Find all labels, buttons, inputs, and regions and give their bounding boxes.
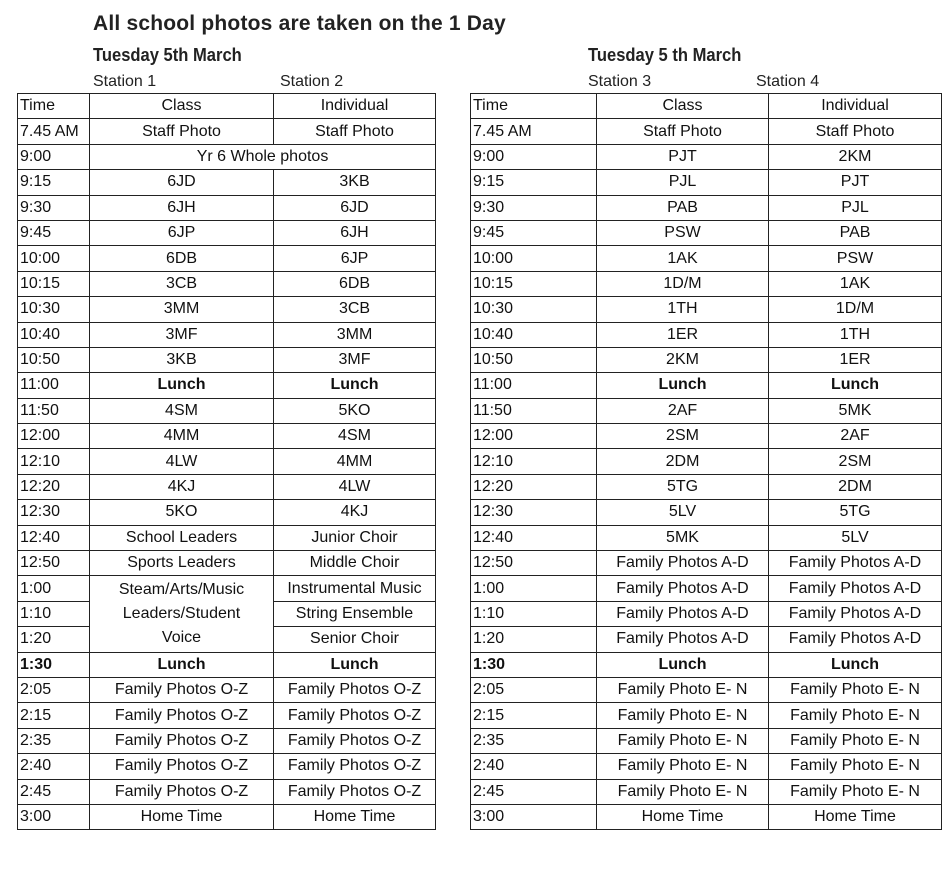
time-cell: 2:05 — [18, 677, 90, 702]
class-cell: 3MM — [90, 297, 274, 322]
individual-cell: 3KB — [274, 170, 436, 195]
table-row — [471, 297, 942, 322]
individual-cell: Family Photos A-D — [769, 551, 942, 576]
time-cell: 11:50 — [471, 398, 597, 423]
time-cell: 9:30 — [471, 195, 597, 220]
time-cell: 9:15 — [18, 170, 90, 195]
class-cell: Family Photo E- N — [597, 779, 769, 804]
time-cell: 1:30 — [18, 652, 90, 677]
time-cell: 2:35 — [471, 728, 597, 753]
table-row — [471, 525, 942, 550]
time-cell: 1:00 — [18, 576, 90, 601]
page-title: All school photos are taken on the 1 Day — [93, 12, 506, 35]
individual-cell: Family Photos O-Z — [274, 754, 436, 779]
individual-cell: Family Photos A-D — [769, 601, 942, 626]
individual-cell: Home Time — [769, 804, 942, 829]
class-cell: 4MM — [90, 424, 274, 449]
individual-cell: 4SM — [274, 424, 436, 449]
table-row — [18, 347, 436, 372]
table-row — [471, 195, 942, 220]
individual-cell: 5LV — [769, 525, 942, 550]
class-cell: PAB — [597, 195, 769, 220]
time-cell: 2:45 — [18, 779, 90, 804]
time-cell: 7.45 AM — [471, 119, 597, 144]
table-row — [18, 500, 436, 525]
time-cell: 10:40 — [471, 322, 597, 347]
left-date-heading: Tuesday 5th March — [93, 45, 242, 65]
table-row — [471, 170, 942, 195]
class-cell: Home Time — [597, 804, 769, 829]
table-row — [471, 728, 942, 753]
table-row — [18, 474, 436, 499]
class-cell: Family Photo E- N — [597, 677, 769, 702]
individual-cell: 2KM — [769, 144, 942, 169]
class-cell: School Leaders — [90, 525, 274, 550]
individual-cell: PSW — [769, 246, 942, 271]
time-cell: 12:10 — [18, 449, 90, 474]
table-row — [18, 119, 436, 144]
time-cell: 2:15 — [471, 703, 597, 728]
individual-cell: String Ensemble — [274, 601, 436, 626]
individual-cell: PJT — [769, 170, 942, 195]
table-row — [471, 449, 942, 474]
class-cell: Family Photos A-D — [597, 576, 769, 601]
individual-cell: PAB — [769, 220, 942, 245]
time-cell: 12:50 — [18, 551, 90, 576]
schedule-body-left — [18, 94, 436, 830]
time-cell: 12:20 — [471, 474, 597, 499]
individual-cell: 4KJ — [274, 500, 436, 525]
time-cell: 12:40 — [18, 525, 90, 550]
table-row — [471, 754, 942, 779]
table-row — [18, 525, 436, 550]
time-cell: 10:00 — [18, 246, 90, 271]
table-row — [471, 220, 942, 245]
time-cell: 12:30 — [18, 500, 90, 525]
class-cell: 5KO — [90, 500, 274, 525]
class-cell: Family Photos O-Z — [90, 754, 274, 779]
class-cell: 1TH — [597, 297, 769, 322]
class-cell: Staff Photo — [597, 119, 769, 144]
class-cell: Sports Leaders — [90, 551, 274, 576]
table-row — [18, 220, 436, 245]
individual-cell: 5MK — [769, 398, 942, 423]
individual-cell: 3CB — [274, 297, 436, 322]
time-cell: 9:00 — [471, 144, 597, 169]
time-cell: 3:00 — [18, 804, 90, 829]
individual-cell: 6JP — [274, 246, 436, 271]
table-row — [18, 424, 436, 449]
table-row — [471, 601, 942, 626]
table-row — [471, 144, 942, 169]
table-row — [471, 271, 942, 296]
time-cell: 3:00 — [471, 804, 597, 829]
class-cell: Family Photo E- N — [597, 703, 769, 728]
time-cell: 12:00 — [18, 424, 90, 449]
class-cell: Family Photos A-D — [597, 601, 769, 626]
table-row — [471, 474, 942, 499]
class-cell: Family Photo E- N — [597, 754, 769, 779]
time-cell: 1:10 — [471, 601, 597, 626]
class-cell: 1D/M — [597, 271, 769, 296]
time-cell: 10:50 — [471, 347, 597, 372]
table-row — [471, 779, 942, 804]
schedule-table-left — [17, 93, 436, 830]
time-cell: 1:20 — [18, 627, 90, 652]
table-row — [18, 779, 436, 804]
table-row — [471, 576, 942, 601]
individual-cell: 5TG — [769, 500, 942, 525]
table-row — [18, 804, 436, 829]
table-row — [471, 677, 942, 702]
individual-cell: 1TH — [769, 322, 942, 347]
time-cell: 2:35 — [18, 728, 90, 753]
table-row — [18, 703, 436, 728]
time-cell: 11:50 — [18, 398, 90, 423]
individual-cell: 3MF — [274, 347, 436, 372]
class-cell: 2KM — [597, 347, 769, 372]
table-row — [18, 449, 436, 474]
individual-cell: 1D/M — [769, 297, 942, 322]
header-time: Time — [18, 94, 90, 119]
table-row — [18, 398, 436, 423]
individual-cell: Staff Photo — [274, 119, 436, 144]
class-cell: Staff Photo — [90, 119, 274, 144]
time-cell: 10:30 — [18, 297, 90, 322]
individual-cell: Junior Choir — [274, 525, 436, 550]
class-cell: Family Photos A-D — [597, 551, 769, 576]
table-row — [18, 551, 436, 576]
class-cell: 3KB — [90, 347, 274, 372]
individual-cell: Family Photo E- N — [769, 677, 942, 702]
individual-cell: 4MM — [274, 449, 436, 474]
table-row — [471, 500, 942, 525]
class-cell: 4SM — [90, 398, 274, 423]
table-row — [471, 246, 942, 271]
individual-cell: Family Photo E- N — [769, 779, 942, 804]
class-cell: 5MK — [597, 525, 769, 550]
class-cell: 3CB — [90, 271, 274, 296]
individual-cell: Lunch — [274, 652, 436, 677]
class-cell: Family Photos O-Z — [90, 703, 274, 728]
class-cell: Lunch — [597, 373, 769, 398]
header-row — [18, 94, 436, 119]
time-cell: 9:15 — [471, 170, 597, 195]
individual-cell: Family Photos O-Z — [274, 728, 436, 753]
class-cell: Lunch — [90, 652, 274, 677]
time-cell: 10:15 — [471, 271, 597, 296]
class-cell: 5TG — [597, 474, 769, 499]
header-class: Class — [90, 94, 274, 119]
class-cell: 2SM — [597, 424, 769, 449]
schedule-table-right — [470, 93, 942, 830]
right-date-heading: Tuesday 5 th March — [588, 45, 742, 65]
header-individual: Individual — [274, 94, 436, 119]
table-row — [471, 652, 942, 677]
table-row — [18, 728, 436, 753]
table-row — [18, 297, 436, 322]
table-row — [471, 551, 942, 576]
header-time: Time — [471, 94, 597, 119]
individual-cell: Lunch — [769, 652, 942, 677]
schedule-body-right — [471, 94, 942, 830]
time-cell: 12:50 — [471, 551, 597, 576]
time-cell: 9:30 — [18, 195, 90, 220]
table-row — [471, 703, 942, 728]
time-cell: 2:40 — [18, 754, 90, 779]
class-cell: 6JP — [90, 220, 274, 245]
class-cell: 6JH — [90, 195, 274, 220]
table-row — [471, 804, 942, 829]
time-cell: 2:15 — [18, 703, 90, 728]
table-row — [471, 424, 942, 449]
class-cell: Family Photo E- N — [597, 728, 769, 753]
table-row — [471, 373, 942, 398]
class-cell: 5LV — [597, 500, 769, 525]
table-row — [18, 322, 436, 347]
individual-cell: Home Time — [274, 804, 436, 829]
individual-cell: 5KO — [274, 398, 436, 423]
station-1-label: Station 1 — [93, 73, 157, 90]
header-row — [471, 94, 942, 119]
class-cell: Steam/Arts/Music Leaders/Student Voice — [90, 576, 274, 652]
time-cell: 12:00 — [471, 424, 597, 449]
individual-cell: Family Photo E- N — [769, 728, 942, 753]
time-cell: 12:30 — [471, 500, 597, 525]
table-row — [18, 373, 436, 398]
time-cell: 11:00 — [471, 373, 597, 398]
table-row — [18, 246, 436, 271]
class-cell: 2AF — [597, 398, 769, 423]
time-cell: 1:20 — [471, 627, 597, 652]
time-cell: 1:30 — [471, 652, 597, 677]
class-cell: Family Photos O-Z — [90, 728, 274, 753]
individual-cell: 3MM — [274, 322, 436, 347]
table-row — [18, 652, 436, 677]
time-cell: 2:45 — [471, 779, 597, 804]
class-cell: 6JD — [90, 170, 274, 195]
individual-cell: 6JD — [274, 195, 436, 220]
individual-cell: Family Photo E- N — [769, 703, 942, 728]
table-row — [18, 754, 436, 779]
class-cell: Family Photos O-Z — [90, 779, 274, 804]
time-cell: 11:00 — [18, 373, 90, 398]
individual-cell: Middle Choir — [274, 551, 436, 576]
individual-cell: 6JH — [274, 220, 436, 245]
station-2-label: Station 2 — [280, 73, 344, 90]
class-cell: 2DM — [597, 449, 769, 474]
station-3-label: Station 3 — [588, 73, 652, 90]
table-row — [471, 398, 942, 423]
time-cell: 10:15 — [18, 271, 90, 296]
class-cell: 1ER — [597, 322, 769, 347]
time-cell: 1:00 — [471, 576, 597, 601]
class-cell: Lunch — [90, 373, 274, 398]
merged-cell: Yr 6 Whole photos — [90, 144, 436, 169]
time-cell: 9:00 — [18, 144, 90, 169]
individual-cell: 1AK — [769, 271, 942, 296]
class-cell: PJT — [597, 144, 769, 169]
individual-cell: Family Photos O-Z — [274, 677, 436, 702]
individual-cell: Family Photos A-D — [769, 627, 942, 652]
table-row — [18, 576, 436, 601]
header-class: Class — [597, 94, 769, 119]
individual-cell: Instrumental Music — [274, 576, 436, 601]
table-row — [471, 627, 942, 652]
class-cell: 4LW — [90, 449, 274, 474]
time-cell: 10:50 — [18, 347, 90, 372]
class-cell: 4KJ — [90, 474, 274, 499]
individual-cell: Family Photo E- N — [769, 754, 942, 779]
individual-cell: PJL — [769, 195, 942, 220]
table-row — [18, 677, 436, 702]
class-cell: 1AK — [597, 246, 769, 271]
class-cell: Family Photos A-D — [597, 627, 769, 652]
class-cell: PJL — [597, 170, 769, 195]
time-cell: 10:00 — [471, 246, 597, 271]
individual-cell: Staff Photo — [769, 119, 942, 144]
time-cell: 7.45 AM — [18, 119, 90, 144]
table-row — [18, 195, 436, 220]
header-individual: Individual — [769, 94, 942, 119]
individual-cell: 2DM — [769, 474, 942, 499]
individual-cell: Lunch — [274, 373, 436, 398]
class-cell: Lunch — [597, 652, 769, 677]
time-cell: 12:20 — [18, 474, 90, 499]
individual-cell: 6DB — [274, 271, 436, 296]
class-cell: 3MF — [90, 322, 274, 347]
class-cell: Family Photos O-Z — [90, 677, 274, 702]
individual-cell: 2SM — [769, 449, 942, 474]
table-row — [18, 170, 436, 195]
table-row — [471, 119, 942, 144]
table-row — [18, 271, 436, 296]
time-cell: 9:45 — [471, 220, 597, 245]
individual-cell: Lunch — [769, 373, 942, 398]
table-row — [471, 322, 942, 347]
individual-cell: Family Photos O-Z — [274, 779, 436, 804]
time-cell: 2:05 — [471, 677, 597, 702]
class-cell: PSW — [597, 220, 769, 245]
time-cell: 10:30 — [471, 297, 597, 322]
class-cell: Home Time — [90, 804, 274, 829]
time-cell: 10:40 — [18, 322, 90, 347]
class-cell: 6DB — [90, 246, 274, 271]
time-cell: 2:40 — [471, 754, 597, 779]
individual-cell: Senior Choir — [274, 627, 436, 652]
individual-cell: Family Photos O-Z — [274, 703, 436, 728]
table-row — [471, 347, 942, 372]
table-row — [18, 144, 436, 169]
individual-cell: 1ER — [769, 347, 942, 372]
individual-cell: Family Photos A-D — [769, 576, 942, 601]
time-cell: 12:40 — [471, 525, 597, 550]
station-4-label: Station 4 — [756, 73, 820, 90]
time-cell: 9:45 — [18, 220, 90, 245]
time-cell: 1:10 — [18, 601, 90, 626]
individual-cell: 4LW — [274, 474, 436, 499]
time-cell: 12:10 — [471, 449, 597, 474]
individual-cell: 2AF — [769, 424, 942, 449]
